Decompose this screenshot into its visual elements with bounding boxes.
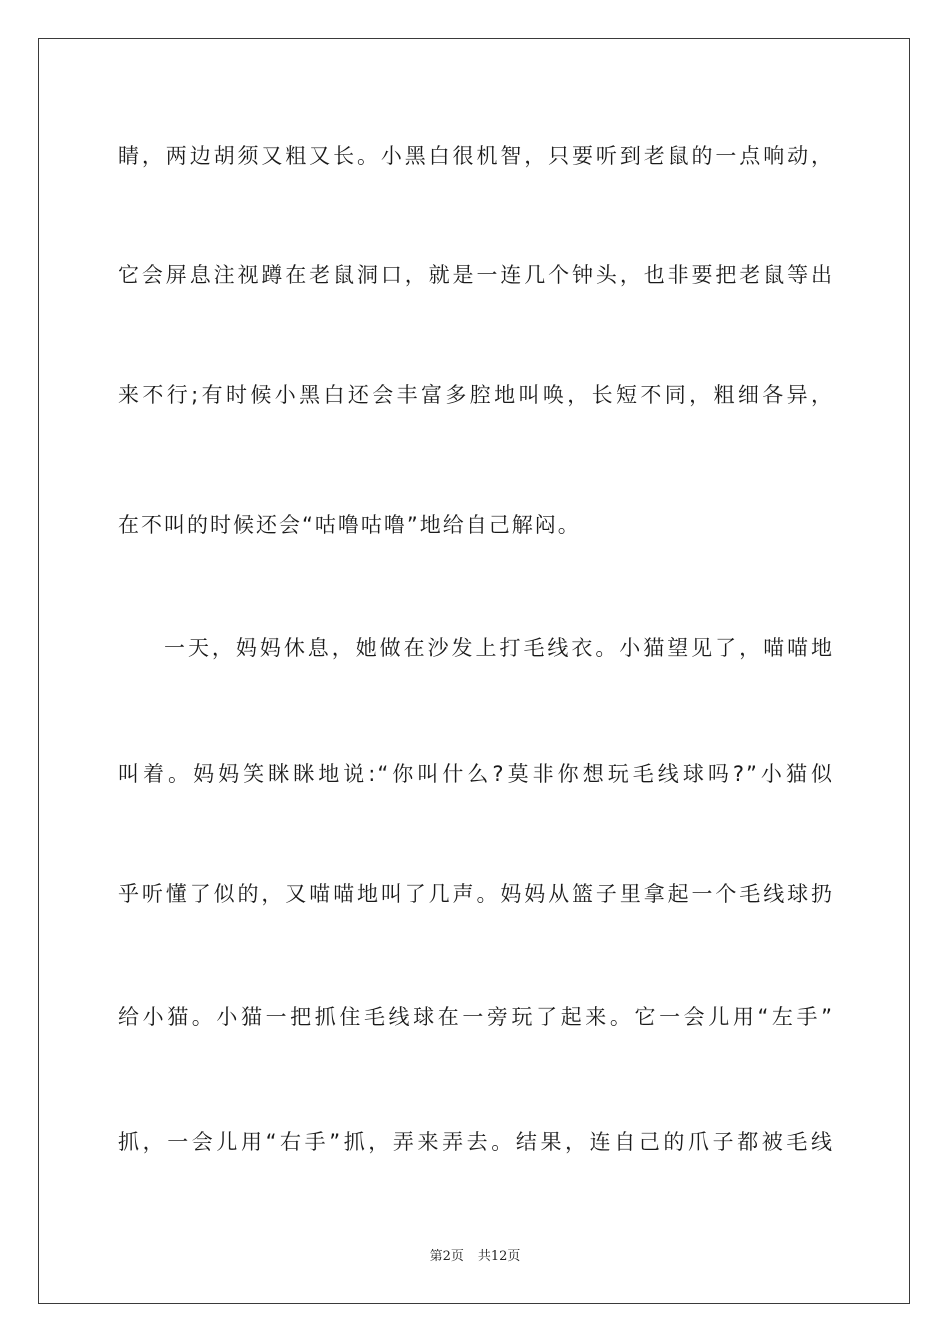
page-footer (0, 1248, 950, 1266)
body-line-3: 来不行;有时候小黑白还会丰富多腔地叫唤，长短不同，粗细各异， (118, 383, 834, 407)
page-border (38, 38, 910, 1304)
page-number: 第2页 (429, 1249, 464, 1264)
body-line-1: 睛，两边胡须又粗又长。小黑白很机智，只要听到老鼠的一点响动， (118, 144, 834, 168)
body-line-6: 叫着。妈妈笑眯眯地说:“你叫什么?莫非你想玩毛线球吗?”小猫似 (118, 762, 834, 786)
body-line-7: 乎听懂了似的，又喵喵地叫了几声。妈妈从篮子里拿起一个毛线球扔 (118, 882, 834, 906)
body-line-9: 抓，一会儿用“右手”抓，弄来弄去。结果，连自己的爪子都被毛线 (118, 1130, 834, 1154)
body-line-8: 给小猫。小猫一把抓住毛线球在一旁玩了起来。它一会儿用“左手” (118, 1005, 834, 1029)
body-line-5: 一天，妈妈休息，她做在沙发上打毛线衣。小猫望见了，喵喵地 (164, 636, 834, 660)
body-line-2: 它会屏息注视蹲在老鼠洞口，就是一连几个钟头，也非要把老鼠等出 (118, 263, 834, 287)
page-total: 共12页 (477, 1249, 521, 1264)
body-line-4: 在不叫的时候还会“咕噜咕噜”地给自己解闷。 (118, 513, 581, 537)
